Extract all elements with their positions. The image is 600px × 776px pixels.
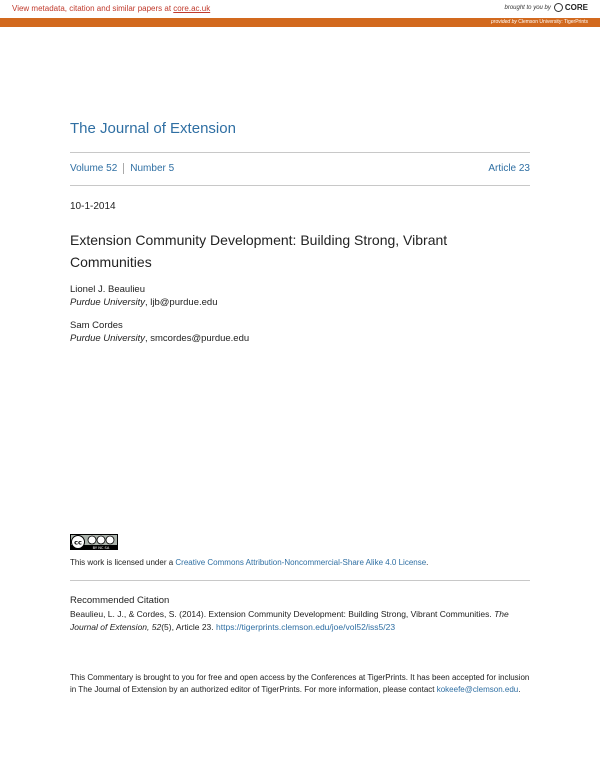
commentary-notice bbox=[70, 672, 532, 696]
header-divider-bottom bbox=[70, 185, 530, 186]
by-icon bbox=[88, 536, 96, 544]
license-prefix: This work is licensed under a bbox=[70, 558, 176, 567]
provided-by-source: Clemson University: TigerPrints bbox=[518, 19, 588, 25]
citation-journal: The Journal of Extension, 52 bbox=[70, 609, 509, 632]
author-institution: Purdue University bbox=[70, 333, 145, 344]
recommended-citation-heading: Recommended Citation bbox=[70, 595, 170, 606]
license-statement bbox=[70, 558, 428, 567]
core-logo-text[interactable]: CORE bbox=[564, 3, 588, 12]
brought-to-you-by bbox=[505, 3, 589, 12]
brought-text: brought to you by bbox=[504, 4, 551, 11]
core-banner bbox=[0, 0, 600, 18]
author-name: Sam Cordes bbox=[70, 320, 123, 331]
cc-label: cc bbox=[74, 538, 82, 547]
author-email: ljb@purdue.edu bbox=[150, 297, 218, 308]
license-suffix: . bbox=[426, 558, 429, 567]
license-divider bbox=[70, 580, 530, 581]
header-divider-top bbox=[70, 152, 530, 153]
author-institution: Purdue University bbox=[70, 297, 145, 308]
commentary-text: This Commentary is brought to you for free and open access by the Conferences at TigerPrints. It has been accepted for inclusion in The Journal of Extension by an authorized editor of TigerPrints. For more information, please contact bbox=[70, 673, 530, 694]
citation-authors: Beaulieu, L. J., & Cordes, S. (2014). Extension Community Development: Building Strong, Vibrant Communities. bbox=[70, 609, 495, 619]
volume-separator bbox=[123, 163, 124, 174]
author-name: Lionel J. Beaulieu bbox=[70, 284, 145, 295]
citation-link[interactable]: https://tigerprints.clemson.edu/joe/vol52/iss5/23 bbox=[216, 622, 396, 632]
cc-sub-label: BY NC SA bbox=[92, 546, 110, 550]
author-1 bbox=[70, 283, 218, 309]
author-affiliation: Purdue University, ljb@purdue.edu bbox=[70, 297, 218, 308]
commentary-suffix: . bbox=[518, 685, 521, 694]
view-metadata-link[interactable] bbox=[12, 4, 210, 13]
author-email: smcordes@purdue.edu bbox=[150, 333, 250, 344]
core-logo-icon bbox=[554, 3, 563, 12]
sa-icon bbox=[106, 536, 114, 544]
contact-email-link[interactable]: kokeefe@clemson.edu bbox=[436, 685, 519, 694]
author-affiliation: Purdue University, smcordes@purdue.edu bbox=[70, 333, 250, 344]
author-2 bbox=[70, 319, 249, 345]
article-link[interactable]: Article 23 bbox=[488, 163, 530, 174]
nc-icon bbox=[97, 536, 105, 544]
paper-title: Extension Community Development: Building Strong, Vibrant Communities bbox=[70, 232, 448, 270]
volume-link[interactable]: Volume 52 bbox=[70, 163, 118, 175]
provided-by-text bbox=[491, 19, 588, 25]
provided-prefix: provided by bbox=[491, 19, 517, 25]
provided-by-bar bbox=[0, 18, 600, 27]
core-url-link[interactable]: core.ac.uk bbox=[173, 4, 211, 13]
creative-commons-badge-icon[interactable] bbox=[70, 534, 118, 550]
number-link[interactable]: Number 5 bbox=[130, 163, 175, 175]
citation-issue: (5), Article 23. bbox=[161, 622, 217, 632]
journal-title[interactable]: The Journal of Extension bbox=[70, 120, 236, 137]
license-link[interactable]: Creative Commons Attribution-Noncommercial-Share Alike 4.0 License bbox=[175, 558, 427, 567]
volume-row bbox=[70, 163, 530, 174]
recommended-citation-body bbox=[70, 608, 532, 634]
view-metadata-text: View metadata, citation and similar papers at bbox=[12, 4, 174, 13]
publication-date: 10-1-2014 bbox=[70, 201, 116, 212]
